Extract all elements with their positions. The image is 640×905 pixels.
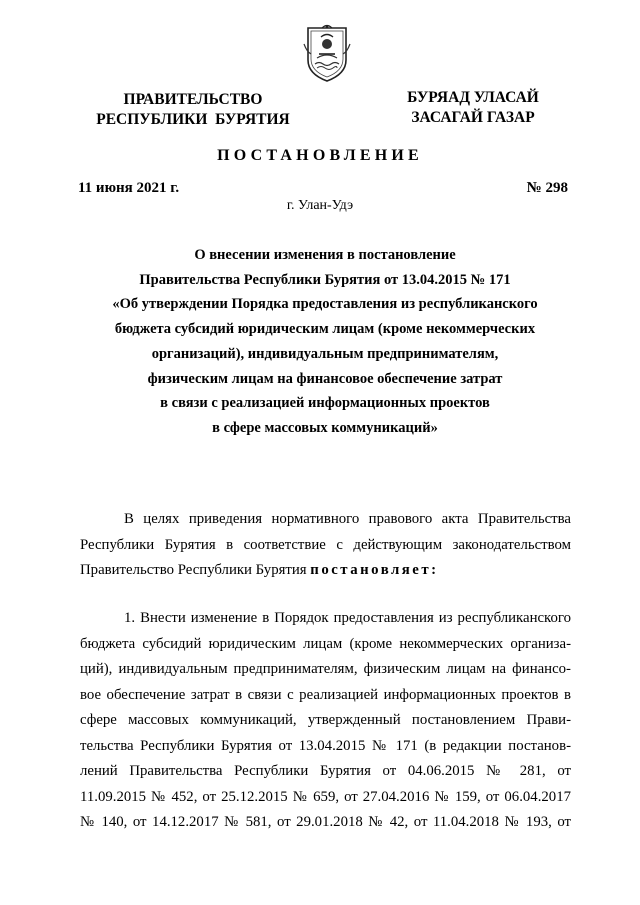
title-line: физическим лицам на финансовое обеспечение затрат <box>147 370 503 387</box>
document-type-heading: ПОСТАНОВЛЕНИЕ <box>217 147 423 164</box>
document-title <box>80 243 570 441</box>
document-number: № 298 <box>526 180 568 196</box>
title-line: «Об утверждении Порядка предоставления из республиканского <box>112 296 538 313</box>
paragraph-line: Республики Бурятия в соответствие с действующим законодательством <box>80 536 571 553</box>
paragraph-line: 1. Внести изменение в Порядок предоставления из республиканского <box>124 610 571 626</box>
paragraph-line: № 140, от 14.12.2017 № 581, от 29.01.2018 № 42, от 11.04.2018 № 193, от <box>80 814 571 830</box>
title-line: в сфере массовых коммуникаций» <box>212 419 438 436</box>
clause-1-paragraph <box>80 606 571 836</box>
org-name-buryat <box>388 88 558 128</box>
org-name-line: РЕСПУБЛИКИ БУРЯТИЯ <box>96 111 290 128</box>
paragraph-line: бюджета субсидий юридическим лицам (кроме некоммерческих организа- <box>80 635 571 652</box>
resolution-keyword: постановляет: <box>310 562 439 578</box>
document-city: г. Улан-Удэ <box>286 198 354 213</box>
paragraph-line: В целях приведения нормативного правового акта Правительства <box>124 511 571 527</box>
org-name-line: БУРЯАД УЛАСАЙ <box>407 89 539 106</box>
coat-of-arms-icon <box>302 24 352 84</box>
title-line: бюджета субсидий юридическим лицам (кроме некоммерческих <box>114 321 536 338</box>
paragraph-line: ций), индивидуальным предпринимателям, физическим лицам на финансо- <box>80 661 571 677</box>
paragraph-line: вое обеспечение затрат в связи с реализацией информационных проектов в <box>80 686 571 703</box>
document-date: 11 июня 2021 г. <box>78 180 180 196</box>
title-line: организаций), индивидуальным предпринимателям, <box>151 345 499 362</box>
org-name-russian <box>88 90 298 130</box>
paragraph-line: 11.09.2015 № 452, от 25.12.2015 № 659, от 27.04.2016 № 159, от 06.04.2017 <box>80 788 571 805</box>
title-line: О внесении изменения в постановление <box>194 247 456 263</box>
paragraph-line-prefix: Правительство Республики Бурятия <box>80 562 311 578</box>
paragraph-line: сфере массовых коммуникаций, утвержденный постановлением Прави- <box>80 712 571 728</box>
paragraph-line <box>80 558 571 584</box>
preamble-paragraph <box>80 507 571 584</box>
paragraph-line: тельства Республики Бурятия от 13.04.2015 № 171 (в редакции постанов- <box>80 737 571 754</box>
title-line: Правительства Республики Бурятия от 13.04.2015 № 171 <box>139 271 511 288</box>
org-name-line: ЗАСАГАЙ ГАЗАР <box>411 109 535 126</box>
title-line: в связи с реализацией информационных проектов <box>160 395 490 412</box>
paragraph-line: лений Правительства Республики Бурятия от 04.06.2015 № 281, от <box>80 763 571 779</box>
org-name-line: ПРАВИТЕЛЬСТВО <box>123 91 263 108</box>
